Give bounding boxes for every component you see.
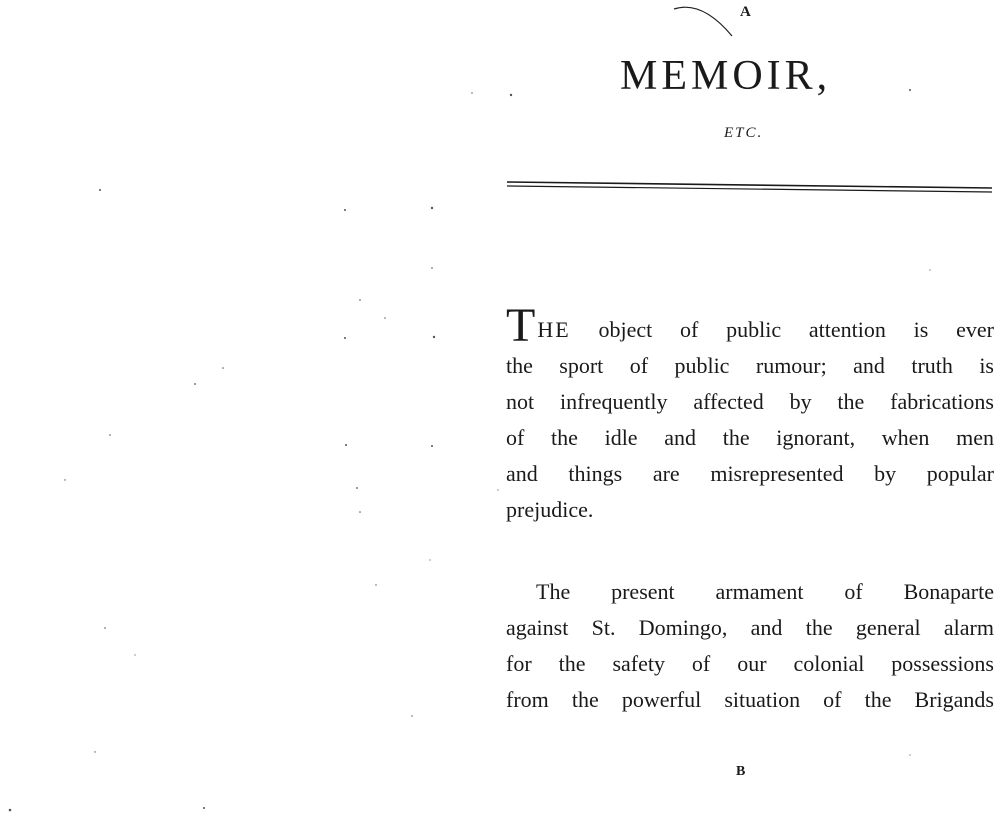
paragraph-2-line-2: against St. Domingo, and the general alarm	[506, 615, 994, 640]
paragraph-2-line-1: The present armament of Bonaparte	[536, 579, 994, 604]
paragraph-1-line-5: and things are misrepresented by popular	[506, 461, 994, 486]
page-subtitle: ETC.	[724, 125, 764, 141]
paragraph-1-line-2: the sport of public rumour; and truth is	[506, 353, 994, 378]
paragraph-1	[506, 299, 994, 528]
paragraph-2	[506, 574, 994, 718]
small-caps-word: HE	[537, 317, 571, 342]
paragraph-1-line-1	[506, 299, 994, 352]
paragraph-1-line-4: of the idle and the ignorant, when men	[506, 425, 994, 450]
paragraph-2-line-3: for the safety of our colonial possessions	[506, 651, 994, 676]
paragraph-1-line-6: prejudice.	[506, 497, 594, 522]
paragraph-1-line-1-text: object of public attention is ever	[570, 317, 994, 342]
paragraph-1-line-3: not infrequently affected by the fabrications	[506, 389, 994, 414]
double-rule-divider	[507, 178, 992, 200]
page-title: MEMOIR,	[620, 53, 832, 99]
paragraph-2-line-4: from the powerful situation of the Brigands	[506, 687, 994, 712]
signature-mark-a: A	[740, 4, 751, 20]
signature-arc	[672, 0, 742, 40]
signature-mark-b: B	[736, 764, 746, 779]
drop-cap: T	[506, 299, 536, 352]
